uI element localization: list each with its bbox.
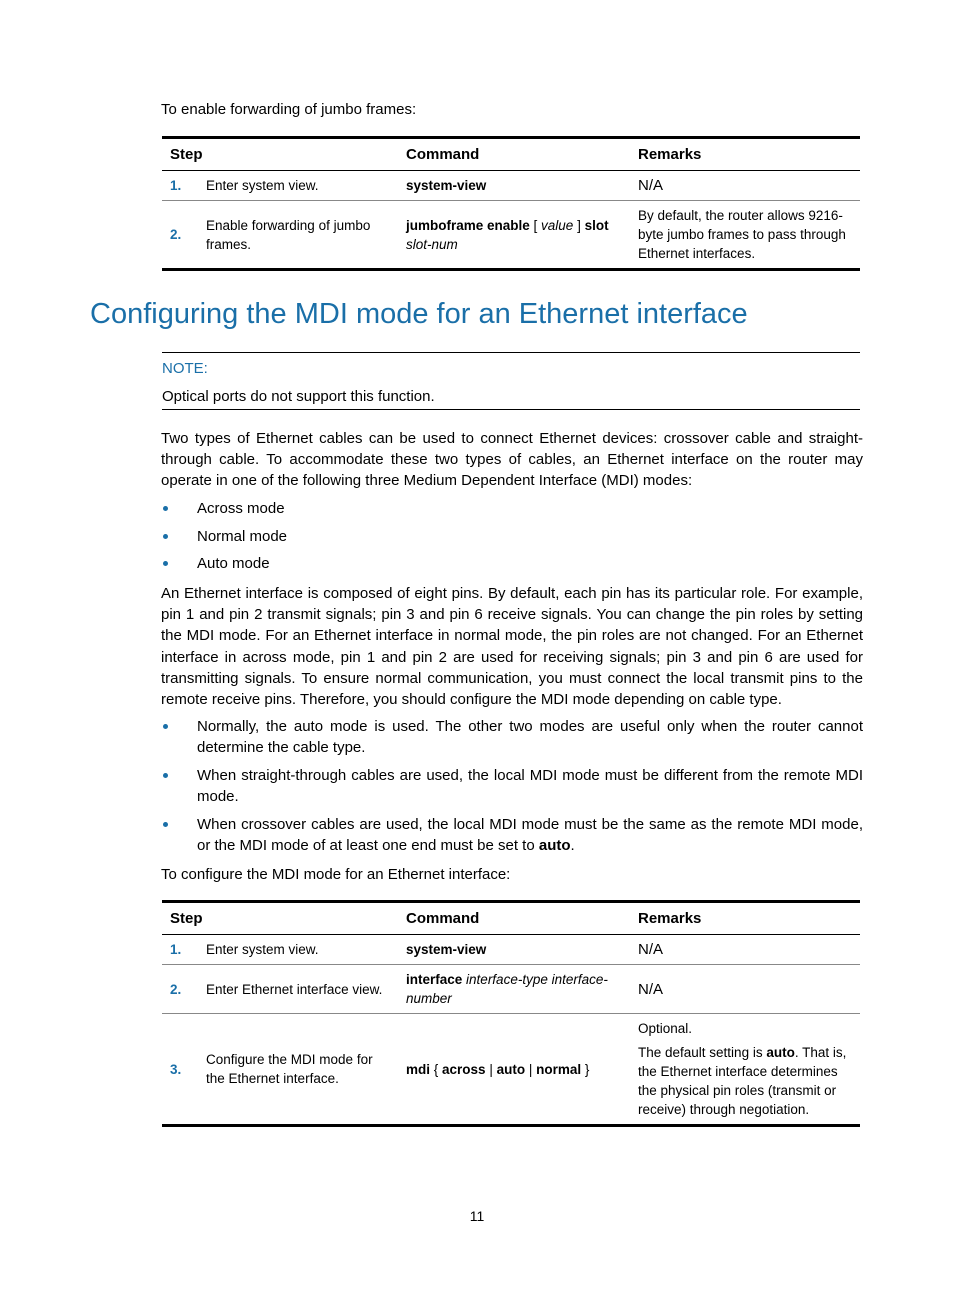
step-command (398, 1014, 630, 1126)
page-number: 11 (469, 1208, 485, 1224)
step-number: 1. (162, 935, 198, 965)
command-syntax: | (525, 1061, 537, 1077)
list-item-text: . (570, 837, 575, 855)
command-keyword: auto (538, 837, 571, 855)
step-remarks: N/A (630, 935, 860, 965)
note-label: NOTE: (162, 360, 208, 377)
table-row (162, 171, 860, 201)
command-argument: slot-num (406, 236, 458, 252)
table-row (162, 935, 860, 965)
step-command (398, 935, 630, 965)
command-argument: value (541, 217, 574, 233)
step-remarks: N/A (630, 965, 860, 1014)
step-remarks: N/A (630, 171, 860, 201)
bullet-icon (163, 822, 168, 827)
step-remarks: By default, the router allows 9216-byte jumbo frames to pass through Ethernet interfaces. (630, 201, 860, 270)
list-item (161, 814, 863, 856)
command-syntax: { (430, 1061, 443, 1077)
mdi-mode-list (161, 498, 863, 575)
table-row (162, 1014, 860, 1126)
usage-notes-list (161, 716, 863, 856)
command-syntax: [ (529, 217, 542, 233)
header-step: Step (162, 902, 398, 935)
mdi-mode-table (162, 900, 860, 1127)
intro-jumbo-frames: To enable forwarding of jumbo frames: (161, 101, 417, 118)
step-number: 2. (162, 965, 198, 1014)
command-syntax: ] (573, 217, 585, 233)
list-item (161, 716, 863, 758)
header-remarks: Remarks (630, 902, 860, 935)
bullet-icon (163, 561, 168, 566)
command-keyword: slot (584, 217, 609, 233)
paragraph-cable-types: Two types of Ethernet cables can be used to connect Ethernet devices: crossover cable and straight-through cable. To accommodate these two types of cables, an Ethernet interface on the router may operate in one of the following three Medium Dependent Interface (MDI) modes: (161, 430, 863, 490)
list-item-text: When crossover cables are used, the local MDI mode must be the same as the remote MDI mode, or the MDI mode of at least one end must be set to (197, 815, 863, 855)
paragraph-pin-roles: An Ethernet interface is composed of eight pins. By default, each pin has its particular role. For example, pin 1 and pin 2 transmit signals; pin 3 and pin 6 receive signals. You can change the pin roles by setting the MDI mode. For an Ethernet interface in normal mode, the pin roles are not changed. For an Ethernet interface in across mode, pin 1 and pin 2 are used for receiving signals; pin 3 and pin 6 are used for transmitting signals. To ensure normal communication, you must connect the local transmit pins to the remote receive pins. Therefore, you should configure the MDI mode depending on cable type. (161, 585, 863, 709)
step-number: 3. (162, 1014, 198, 1126)
jumbo-frames-table (162, 136, 860, 271)
command-syntax: | (485, 1061, 497, 1077)
remarks-text: The default setting is (638, 1045, 767, 1060)
list-item-text: Auto mode (197, 555, 270, 573)
list-item (161, 765, 863, 807)
note-box (162, 352, 860, 410)
command-syntax: } (581, 1061, 590, 1077)
header-step: Step (162, 138, 398, 171)
remarks-detail (638, 1043, 852, 1119)
list-item (161, 498, 863, 519)
step-command (398, 201, 630, 270)
step-command (398, 171, 630, 201)
step-number: 1. (162, 171, 198, 201)
bullet-icon (163, 724, 168, 729)
remarks-text: . That is, the Ethernet interface determines the physical pin roles (transmit or receive) through negotiation. (638, 1045, 847, 1117)
step-number: 2. (162, 201, 198, 270)
bullet-icon (163, 506, 168, 511)
intro-mdi-mode: To configure the MDI mode for an Ethernet interface: (161, 866, 511, 883)
header-remarks: Remarks (630, 138, 860, 171)
command-keyword: interface (406, 972, 463, 987)
command-keyword: auto (496, 1061, 526, 1077)
command-keyword: auto (766, 1045, 795, 1060)
bullet-icon (163, 534, 168, 539)
section-title: Configuring the MDI mode for an Ethernet interface (90, 298, 748, 330)
command-keyword: across (442, 1061, 486, 1077)
remarks-optional: Optional. (638, 1021, 693, 1036)
list-item-text: Across mode (197, 500, 285, 517)
step-description: Enter system view. (198, 935, 398, 965)
command-keyword: system-view (406, 178, 487, 193)
list-item (161, 553, 863, 574)
command-keyword: mdi (406, 1061, 431, 1077)
command-keyword: jumboframe enable (406, 217, 530, 233)
command-argument: interface-type interface-number (406, 972, 608, 1006)
bullet-icon (163, 773, 168, 778)
note-text: Optical ports do not support this function. (162, 388, 435, 405)
step-description: Enter Ethernet interface view. (198, 965, 398, 1014)
list-item-text: Normally, the auto mode is used. The other two modes are useful only when the router cannot determine the cable type. (197, 718, 863, 757)
step-description: Enable forwarding of jumbo frames. (198, 201, 398, 270)
step-description: Enter system view. (198, 171, 398, 201)
table-row (162, 201, 860, 270)
command-keyword: system-view (406, 942, 487, 957)
step-command (398, 965, 630, 1014)
command-keyword: normal (536, 1061, 582, 1077)
step-remarks (630, 1014, 860, 1126)
list-item (161, 526, 863, 547)
list-item-text: When straight-through cables are used, the local MDI mode must be different from the remote MDI mode. (197, 766, 863, 806)
header-command: Command (398, 902, 630, 935)
table-row (162, 965, 860, 1014)
header-command: Command (398, 138, 630, 171)
list-item-text: Normal mode (197, 527, 288, 545)
step-description: Configure the MDI mode for the Ethernet interface. (198, 1014, 398, 1126)
